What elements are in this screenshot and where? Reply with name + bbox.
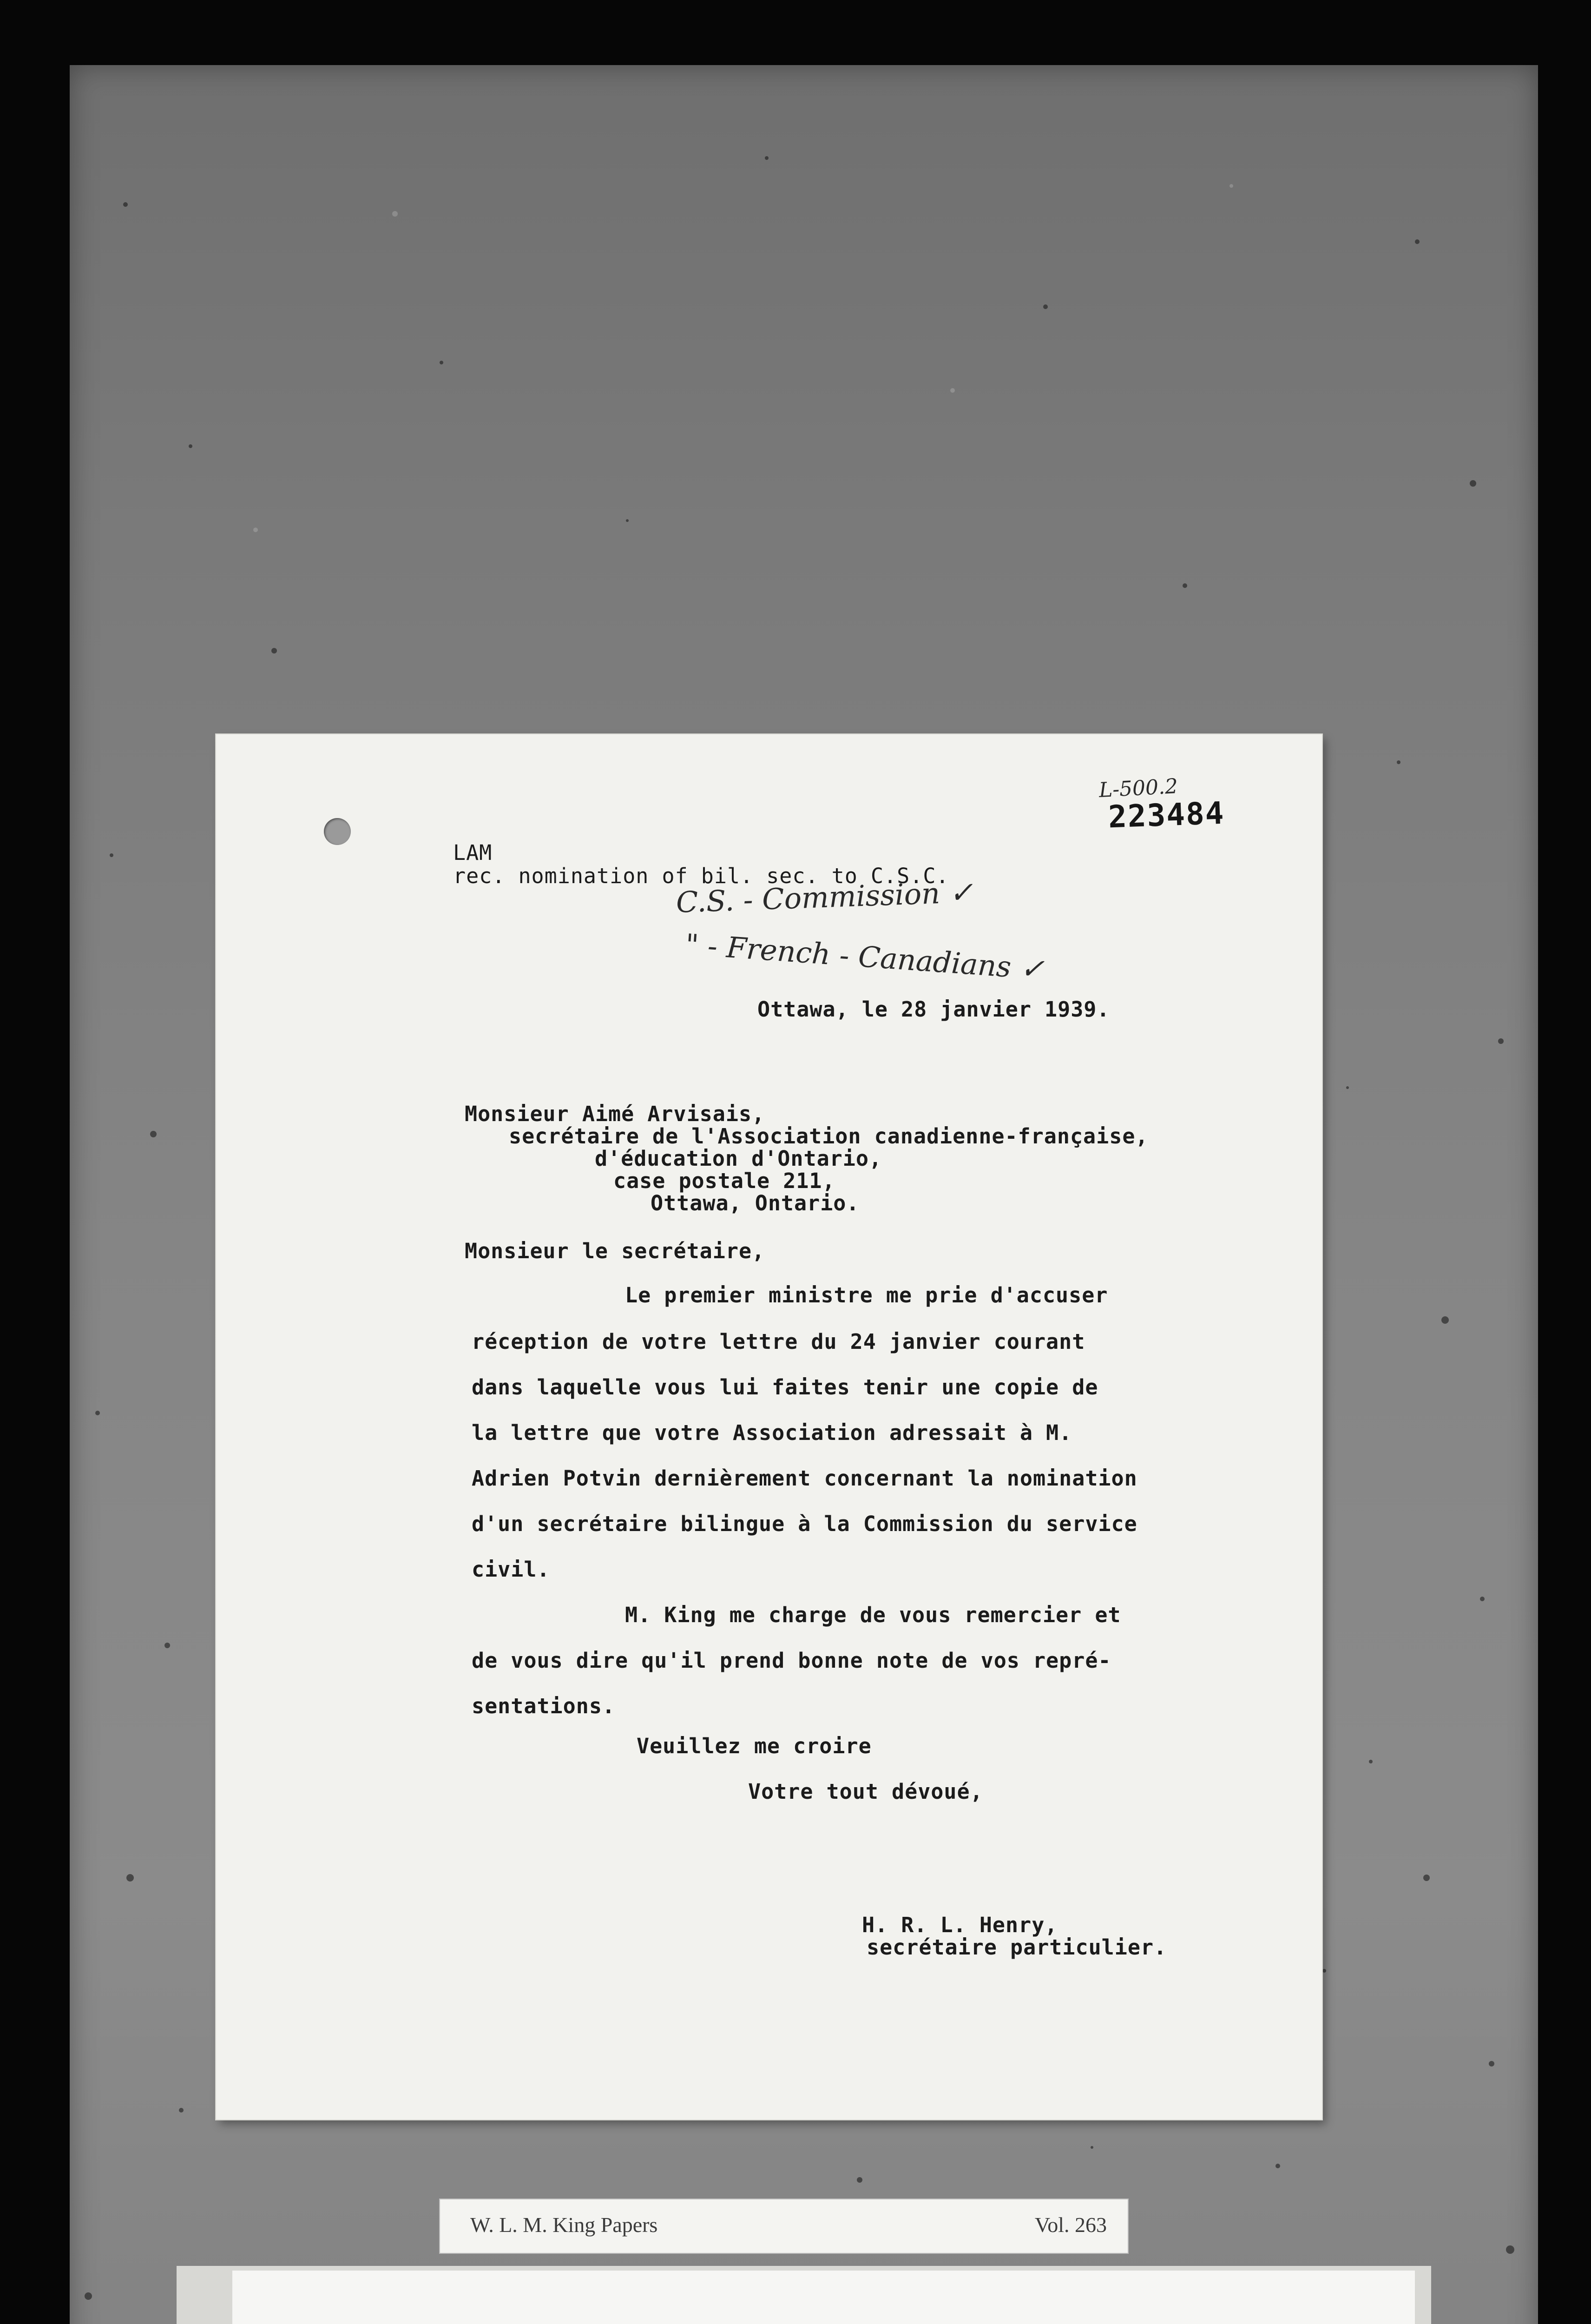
address-line-5: Ottawa, Ontario. <box>651 1191 860 1215</box>
typed-letter-page <box>216 734 1322 2119</box>
punch-hole <box>324 818 351 845</box>
subject-note: rec. nomination of bil. sec. to C.S.C. <box>453 864 949 888</box>
body-line-5: Adrien Potvin dernièrement concernant la nomination <box>472 1466 1137 1491</box>
body-line-8: M. King me charge de vous remercier et <box>625 1603 1121 1627</box>
address-line-3: d'éducation d'Ontario, <box>595 1146 882 1171</box>
date-line: Ottawa, le 28 janvier 1939. <box>757 997 1110 1022</box>
signature-name: H. R. L. Henry, <box>862 1913 1058 1937</box>
address-line-4: case postale 211, <box>613 1169 835 1193</box>
address-line-1: Monsieur Aimé Arvisais, <box>465 1102 765 1126</box>
closing-line-1: Veuillez me croire <box>637 1734 872 1758</box>
salutation: Monsieur le secrétaire, <box>465 1239 765 1263</box>
collection-label-strip <box>439 2199 1129 2254</box>
body-line-3: dans laquelle vous lui faites tenir une copie de <box>472 1375 1098 1400</box>
body-line-6: d'un secrétaire bilingue à la Commission du service <box>472 1512 1137 1536</box>
file-reference: L-500.2 <box>1098 774 1179 802</box>
closing-line-2: Votre tout dévoué, <box>748 1779 983 1804</box>
body-line-9: de vous dire qu'il prend bonne note de vos repré- <box>472 1648 1111 1673</box>
letter-initials: LAM <box>453 840 493 865</box>
document-number: 223484 <box>1107 795 1225 835</box>
body-line-10: sentations. <box>472 1694 616 1718</box>
body-line-1: Le premier ministre me prie d'accuser <box>625 1283 1108 1307</box>
body-line-4: la lettre que votre Association adressait à M. <box>472 1420 1072 1445</box>
handwritten-annotation-2: " - French - Canadians ✓ <box>684 927 1046 986</box>
body-line-2: réception de votre lettre du 24 janvier courant <box>472 1329 1085 1354</box>
address-line-2: secrétaire de l'Association canadienne-française, <box>509 1124 1149 1149</box>
body-line-7: civil. <box>472 1557 550 1582</box>
signature-title: secrétaire particulier. <box>867 1935 1167 1960</box>
collection-name: W. L. M. King Papers <box>470 2213 658 2237</box>
volume-number: Vol. 263 <box>1034 2213 1107 2237</box>
archive-card <box>232 2271 1415 2324</box>
handwritten-annotation-1: C.S. - Commission ✓ <box>675 875 974 919</box>
